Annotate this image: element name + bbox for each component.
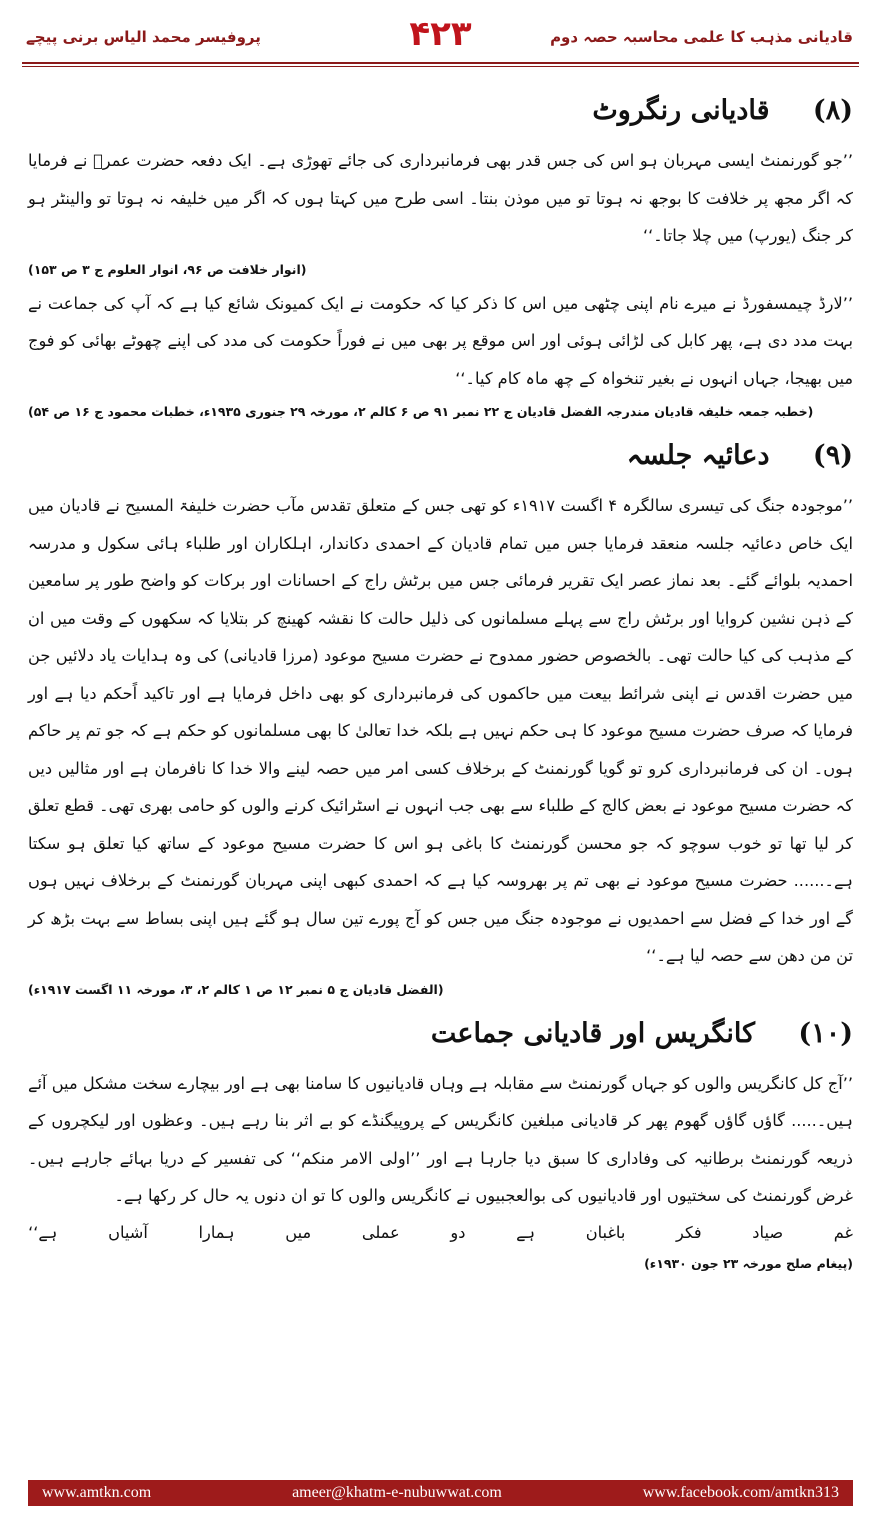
- section-number: (۹): [812, 440, 853, 471]
- section-number: (۸): [812, 95, 853, 126]
- page-content: [28, 82, 853, 1279]
- quote-paragraph: ’’لارڈ چیمسفورڈ نے میرے نام اپنی چٹھی میں اس کا ذکر کیا کہ حکومت نے ایک کمیونک شائع کیا ہے کہ آپ کی جماعت نے بہت مدد دی ہے، پھر کابل کی لڑائی ہوئی اور اس موقع پر بھی میں نے فوراً حکومت کی مدد کی اپنے چھوٹے بھائی کو فوج میں بھیجا، جہاں انہوں نے بغیر تنخواہ کے چھ ماہ کام کیا۔‘‘: [28, 293, 853, 388]
- page-header: [0, 0, 881, 72]
- verse-word: ہے: [516, 1222, 536, 1242]
- citation: (الفضل قادیان ج ۵ نمبر ۱۲ ص ۱ کالم ۲، ۳، مورخہ ۱۱ اگست ۱۹۱۷ء): [28, 981, 444, 997]
- book-title: قادیانی مذہب کا علمی محاسبہ حصہ دوم: [550, 28, 853, 46]
- page-footer: [28, 1480, 853, 1506]
- quote-paragraph: ’’آج کل کانگریس والوں کو جہاں گورنمنٹ سے مقابلہ ہے وہاں قادیانیوں کا سامنا بھی ہے اور بیچارے سخت مشکل میں آئے ہیں۔..... گاؤں گاؤں گھوم پھر کر قادیانی مبلغین کانگریس کے پروپیگنڈے کو بے اثر بنا رہے ہیں۔ وعظوں اور لیکچروں کے ذریعہ گورنمنٹ برطانیہ کی وفاداری کا سبق دیا جارہا ہے اور ’’اولی الامر منکم‘‘ کی تفسیر کے دریا بہائے جارہے ہیں۔ غرض گورنمنٹ کی سختیوں اور قادیانیوں کی بوالعجبیوں نے کانگریس والوں کا تو ان دنوں یہ حال کر رکھا ہے۔: [28, 1073, 853, 1205]
- quote-paragraph: ’’موجودہ جنگ کی تیسری سالگرہ ۴ اگست ۱۹۱۷ء کو تھی جس کے متعلق تقدس مآب حضرت خلیفۃ المسیح نے قادیان میں ایک خاص دعائیہ جلسہ منعقد فرمایا جس میں تمام قادیان کے احمدی دکاندار، اہلکاران اور طلباء ہائی سکول و مدرسہ احمدیہ بلوائے گئے۔ بعد نماز عصر ایک تقریر فرمائی جس میں برٹش راج کے احسانات اور برکات کو واضح طور پر سامعین کے ذہن نشین کروایا اور برٹش راج سے پہلے مسلمانوں کی ذلیل حالت کا نقشہ کھینچ کر بتلایا کہ سکھوں کے وقت میں ان کے مذہب کی کیا حالت تھی۔ بالخصوص حضور ممدوح نے حضرت مسیح موعود (مرزا قادیانی) کی وہ ہدایات یاد دلائیں جن میں حضرت اقدس نے اپنی شرائط بیعت میں حاکموں کی فرمانبرداری کو بھی داخل فرمایا ہے اور تاکید اًحکم دیا ہے اور فرمایا کہ صرف حضرت مسیح موعود کا ہی حکم نہیں ہے بلکہ خدا تعالیٰ کا بھی مسلمانوں کو حکم ہے کہ جو تم پر حاکم ہوں۔ ان کی فرمانبرداری کرو تو گویا گورنمنٹ کے برخلاف کسی امر میں حصہ لینے والا خدا کا نافرمان ہے اور مثالیں دیں کہ حضرت مسیح موعود نے بعض کالج کے طلباء سے بھی جب انہوں نے اسٹرائیک کرنے والوں کو حامی بھری تھی۔ قطع تعلق کر لیا تھا تو خوب سوچو کہ جو محسن گورنمنٹ کا باغی ہو اس کا حضرت مسیح موعود کے ساتھ کیا تعلق ہو سکتا ہے۔...... حضرت مسیح موعود نے بھی تم پر بھروسہ کیا ہے کہ احمدی کبھی اپنی مہربان گورنمنٹ کے برخلاف نہیں ہوں گے اور خدا کے فضل سے احمدیوں نے موجودہ جنگ میں جس کو آج پورے تین سال ہو گئے ہیں اپنی بساط سے بہت بڑھ کر تن من دھن سے حصہ لیا ہے۔‘‘: [28, 496, 853, 965]
- header-divider: [22, 62, 859, 64]
- section-heading-9: [28, 433, 853, 479]
- citation: (انوار خلافت ص ۹۶، انوار العلوم ج ۳ ص ۱۵۳): [28, 261, 307, 277]
- section-number: (۱۰): [798, 1017, 853, 1049]
- verse-word: ہے‘‘: [28, 1222, 58, 1242]
- verse-word: ہمارا: [198, 1222, 235, 1242]
- citation: (پیغام صلح مورخہ ۲۳ جون ۱۹۳۰ء): [644, 1255, 853, 1271]
- email-link[interactable]: ameer@khatm-e-nubuwwat.com: [292, 1484, 502, 1501]
- facebook-link[interactable]: www.facebook.com/amtkn313: [642, 1484, 839, 1501]
- verse-word: صیاد: [752, 1222, 784, 1242]
- website-link[interactable]: www.amtkn.com: [42, 1484, 152, 1501]
- section-title: قادیانی رنگروٹ: [592, 95, 770, 126]
- citation: (خطبہ جمعہ خلیفہ قادیان مندرجہ الفضل قادیان ج ۲۲ نمبر ۹۱ ص ۶ کالم ۲، مورخہ ۲۹ جنوری ۱۹۳۵ء، خطبات محمود ج ۱۶ ص ۵۴): [28, 404, 814, 419]
- author-name: پروفیسر محمد الیاس برنی پیچے: [26, 28, 261, 46]
- section-title: دعائیہ جلسہ: [626, 440, 770, 471]
- section-heading-8: [28, 88, 853, 134]
- section-heading-10: [28, 1011, 853, 1057]
- verse-word: غم: [833, 1222, 853, 1242]
- quote-paragraph: ’’جو گورنمنٹ ایسی مہربان ہو اس کی جس قدر بھی فرمانبرداری کی جائے تھوڑی ہے۔ ایک دفعہ حضرت عمرؓ نے فرمایا کہ اگر مجھ پر خلافت کا بوجھ نہ ہوتا تو میں موذن بنتا۔ اسی طرح میں کہتا ہوں کہ اگر میں خلیفہ نہ ہوتا تو والینٹر ہو کر جنگ (یورپ) میں چلا جاتا۔‘‘: [28, 151, 853, 245]
- header-divider-thin: [22, 66, 859, 67]
- verse-word: دو: [450, 1222, 466, 1242]
- verse-word: فکر: [676, 1222, 702, 1242]
- section-title: کانگریس اور قادیانی جماعت: [430, 1017, 756, 1049]
- page-number: ۴۲۳: [409, 14, 472, 54]
- poetry-verse: [28, 1217, 853, 1249]
- verse-word: عملی: [361, 1222, 400, 1242]
- verse-word: باغبان: [585, 1222, 626, 1242]
- verse-word: میں: [285, 1222, 312, 1242]
- verse-word: آشیاں: [108, 1222, 148, 1242]
